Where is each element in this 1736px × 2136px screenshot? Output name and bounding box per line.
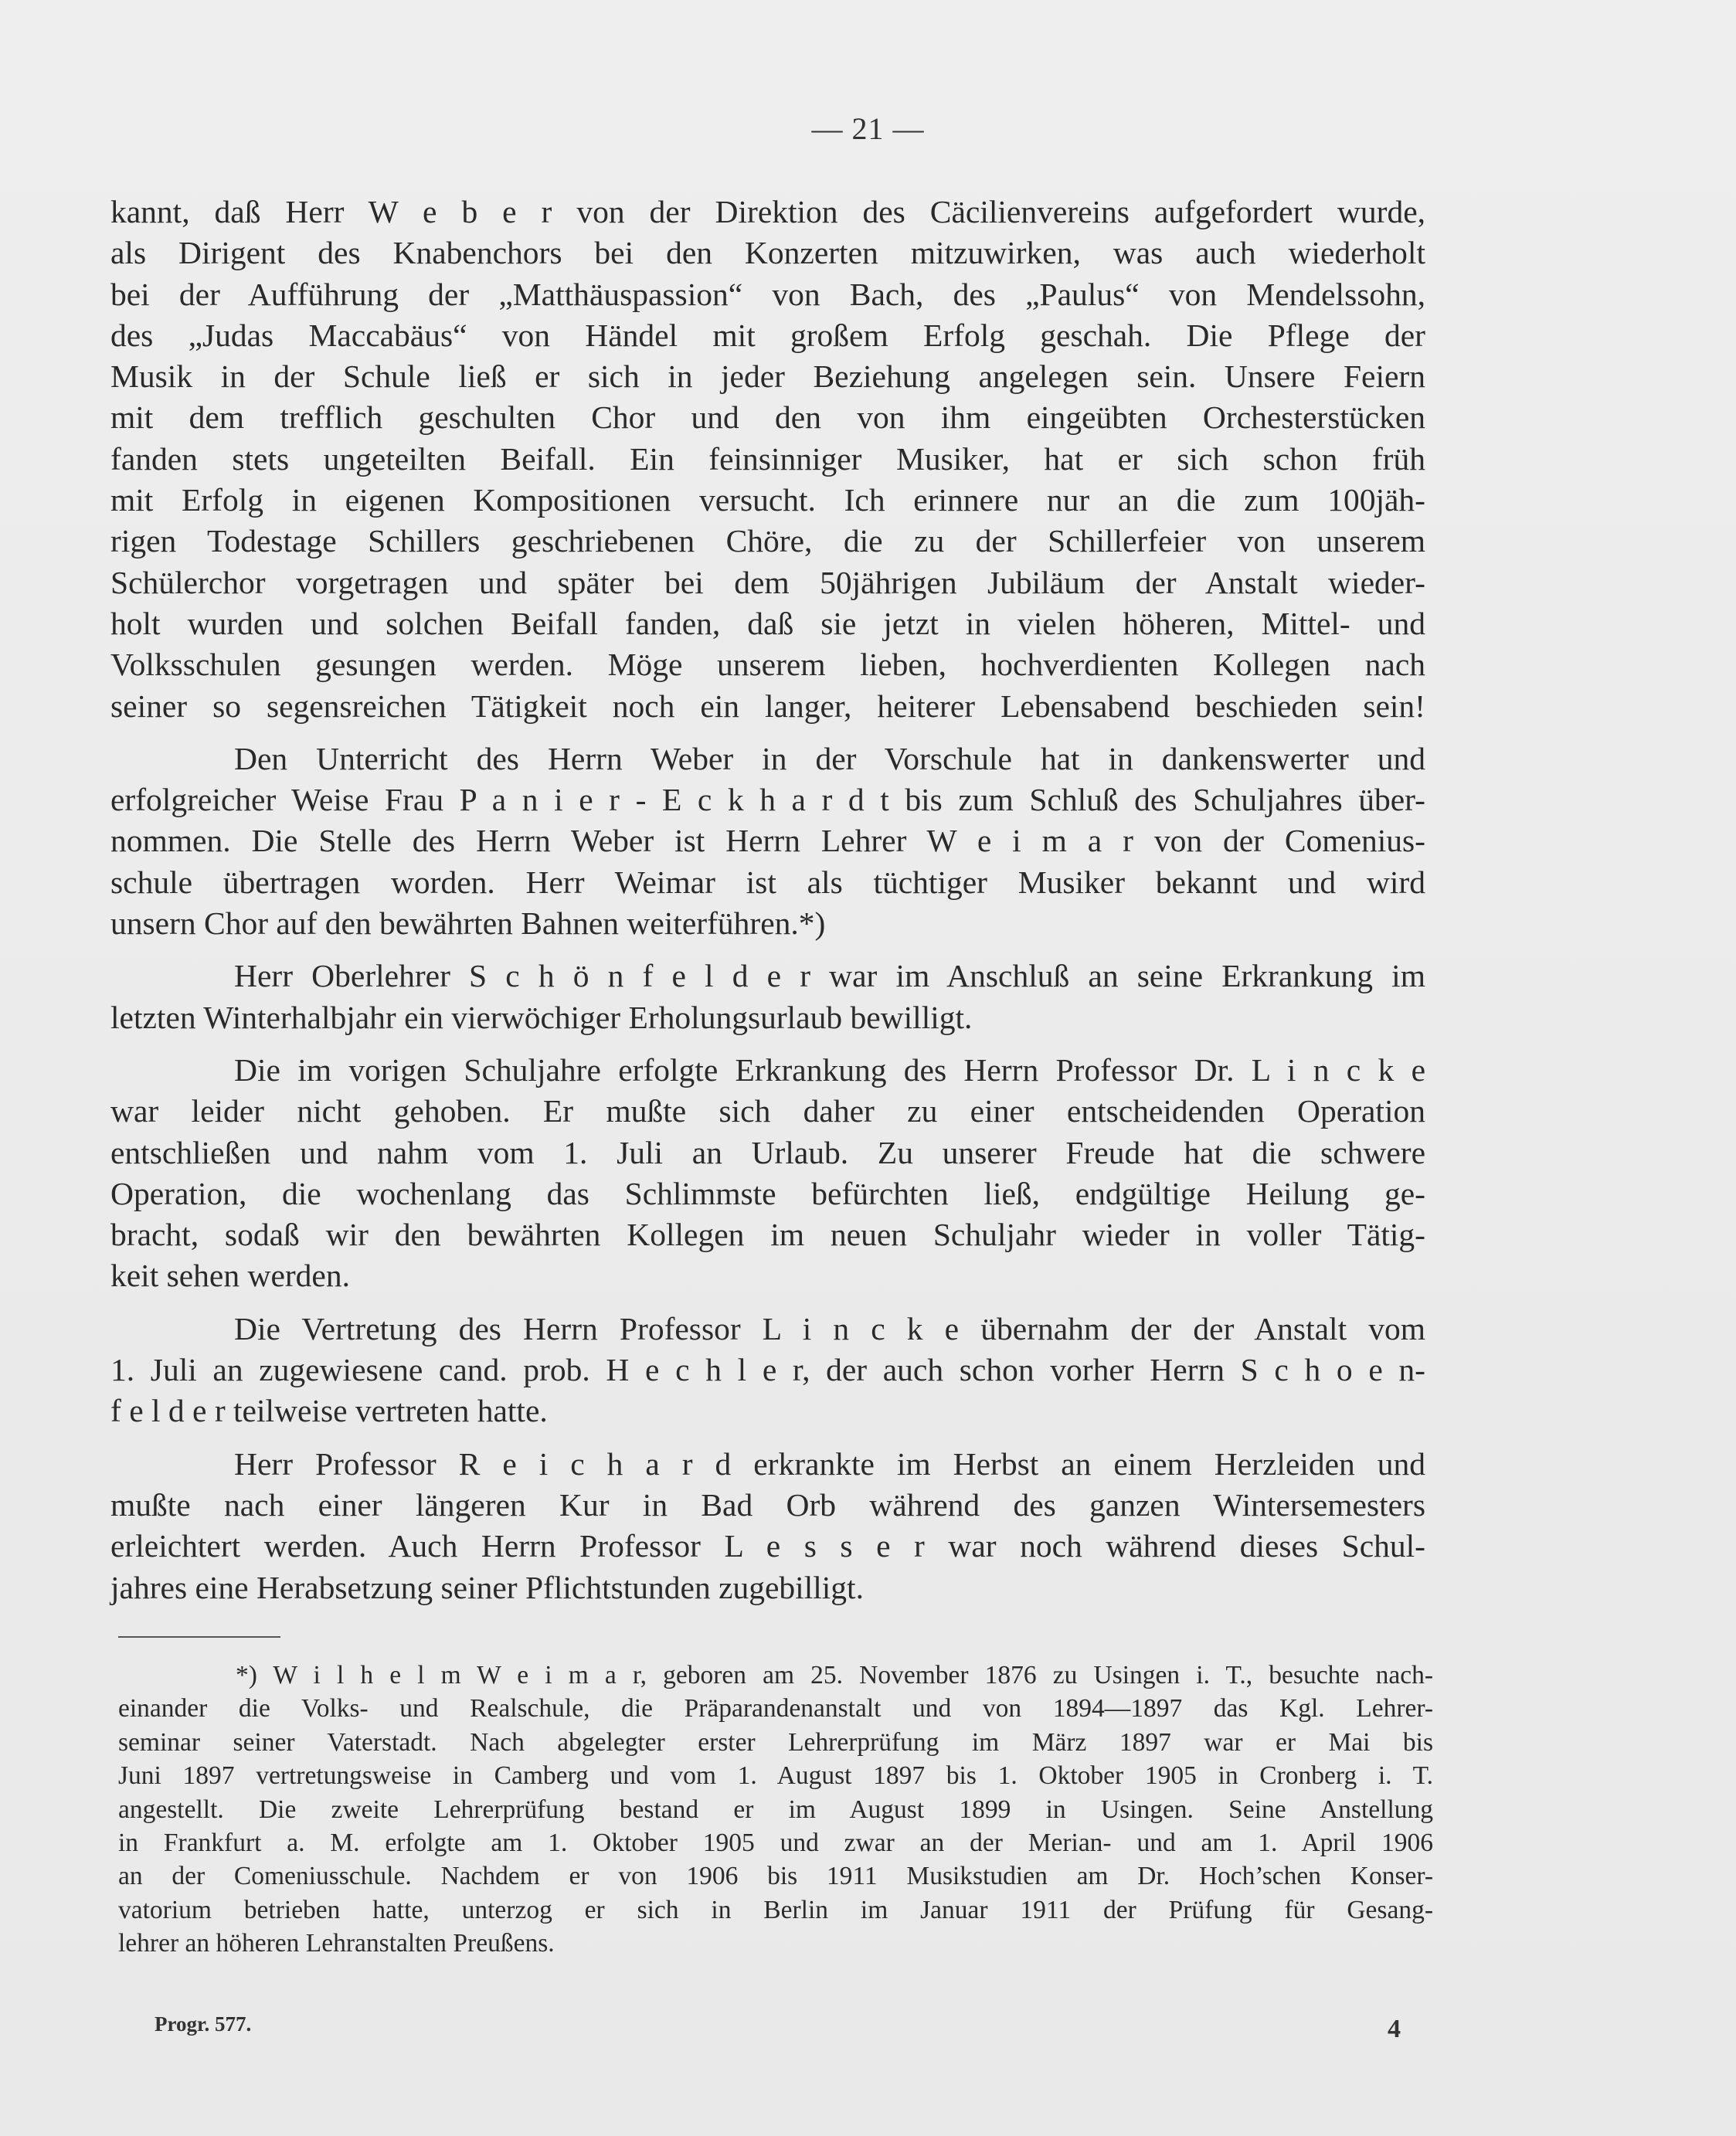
text-line: mußte nach einer längeren Kur in Bad Orb während des ganzen Wintersemesters bbox=[110, 1486, 1425, 1523]
text-line: seiner so segensreichen Tätigkeit noch ein langer, heiterer Lebensabend beschieden sein! bbox=[110, 688, 1425, 724]
text-line: Operation, die wochenlang das Schlimmste befürchten ließ, endgültige Heilung ge- bbox=[110, 1175, 1425, 1211]
text-line: entschließen und nahm vom 1. Juli an Urlaub. Zu unserer Freude hat die schwere bbox=[110, 1134, 1425, 1170]
text-line: 1. Juli an zugewiesene cand. prob. H e c h l e r, der auch schon vorher Herrn S c h o e n- bbox=[110, 1352, 1425, 1388]
footnote bbox=[118, 1659, 1433, 1961]
footnote-line: Juni 1897 vertretungsweise in Camberg und vom 1. August 1897 bis 1. Oktober 1905 in Cronberg i. T. bbox=[118, 1761, 1433, 1791]
text-line: nommen. Die Stelle des Herrn Weber ist Herrn Lehrer W e i m a r von der Comenius- bbox=[110, 823, 1425, 859]
text-line: jahres eine Herabsetzung seiner Pflichtstunden zugebilligt. bbox=[110, 1569, 864, 1605]
footnote-divider bbox=[118, 1636, 280, 1638]
text-line: Musik in der Schule ließ er sich in jeder Beziehung angelegen sein. Unsere Feiern bbox=[110, 358, 1425, 395]
text-line: mit dem trefflich geschulten Chor und den von ihm eingeübten Orchesterstücken bbox=[110, 399, 1425, 436]
footnote-line: lehrer an höheren Lehranstalten Preußens. bbox=[118, 1929, 555, 1958]
text-line: fanden stets ungeteilten Beifall. Ein feinsinniger Musiker, hat er sich schon früh bbox=[110, 440, 1425, 477]
text-line: f e l d e r teilweise vertreten hatte. bbox=[110, 1393, 548, 1429]
text-line: war leider nicht gehoben. Er mußte sich daher zu einer entscheidenden Operation bbox=[110, 1093, 1425, 1129]
text-line: Herr Oberlehrer S c h ö n f e l d e r war im Anschluß an seine Erkrankung im bbox=[234, 958, 1425, 994]
text-line: rigen Todestage Schillers geschriebenen Chöre, die zu der Schillerfeier von unserem bbox=[110, 523, 1425, 559]
footnote-line: angestellt. Die zweite Lehrerprüfung bestand er im August 1899 in Usingen. Seine Anstellung bbox=[118, 1795, 1433, 1824]
print-signature: Progr. 577. bbox=[155, 2012, 252, 2036]
footnote-line: an der Comeniusschule. Nachdem er von 1906 bis 1911 Musikstudien am Dr. Hoch’schen Konser- bbox=[118, 1862, 1433, 1891]
text-line: bei der Aufführung der „Matthäuspassion“ von Bach, des „Paulus“ von Mendelssohn, bbox=[110, 276, 1425, 312]
text-line: Die Vertretung des Herrn Professor L i n c k e übernahm der der Anstalt vom bbox=[234, 1310, 1425, 1346]
text-line: unsern Chor auf den bewährten Bahnen weiterführen.*) bbox=[110, 905, 826, 942]
text-line: als Dirigent des Knabenchors bei den Konzerten mitzuwirken, was auch wiederholt bbox=[110, 235, 1425, 271]
text-line: Schülerchor vorgetragen und später bei dem 50jährigen Jubiläum der Anstalt wieder- bbox=[110, 564, 1425, 600]
text-line: letzten Winterhalbjahr ein vierwöchiger Erholungsurlaub bewilligt. bbox=[110, 999, 973, 1035]
page-number: — 21 — bbox=[811, 111, 925, 146]
text-line: Volksschulen gesungen werden. Möge unserem lieben, hochverdienten Kollegen nach bbox=[110, 647, 1425, 683]
text-line: mit Erfolg in eigenen Kompositionen versucht. Ich erinnere nur an die zum 100jäh- bbox=[110, 482, 1425, 518]
text-line: Die im vorigen Schuljahre erfolgte Erkrankung des Herrn Professor Dr. L i n c k e bbox=[234, 1051, 1425, 1088]
text-line: erleichtert werden. Auch Herrn Professor L e s s e r war noch während dieses Schul- bbox=[110, 1528, 1425, 1564]
main-text bbox=[110, 192, 1425, 1608]
text-line: erfolgreicher Weise Frau P a n i e r - E c k h a r d t bis zum Schluß des Schuljahres über- bbox=[110, 782, 1425, 818]
footnote-line: *) W i l h e l m W e i m a r, geboren am 25. November 1876 zu Usingen i. T., besuchte nach- bbox=[236, 1661, 1433, 1689]
text-line: schule übertragen worden. Herr Weimar ist als tüchtiger Musiker bekannt und wird bbox=[110, 864, 1425, 900]
text-line: des „Judas Maccabäus“ von Händel mit großem Erfolg geschah. Die Pflege der bbox=[110, 317, 1425, 353]
text-line: bracht, sodaß wir den bewährten Kollegen im neuen Schuljahr wieder in voller Tätig- bbox=[110, 1217, 1425, 1253]
text-line: Herr Professor R e i c h a r d erkrankte im Herbst an einem Herzleiden und bbox=[234, 1445, 1425, 1482]
text-line: holt wurden und solchen Beifall fanden, daß sie jetzt in vielen höheren, Mittel- und bbox=[110, 605, 1425, 641]
footnote-line: in Frankfurt a. M. erfolgte am 1. Oktober 1905 und zwar an der Merian- und am 1. April 1906 bbox=[118, 1828, 1433, 1857]
footnote-line: seminar seiner Vaterstadt. Nach abgelegter erster Lehrerprüfung im März 1897 war er Mai bis bbox=[118, 1727, 1433, 1757]
text-line: keit sehen werden. bbox=[110, 1258, 350, 1294]
text-line: Den Unterricht des Herrn Weber in der Vorschule hat in dankenswerter und bbox=[234, 740, 1425, 776]
footnote-line: einander die Volks- und Realschule, die Präparandenanstalt und von 1894—1897 das Kgl. Lehrer- bbox=[118, 1694, 1433, 1723]
sheet-number: 4 bbox=[1388, 2015, 1401, 2043]
text-line: kannt, daß Herr W e b e r von der Direktion des Cäcilienvereins aufgefordert wurde, bbox=[110, 194, 1425, 229]
footnote-line: vatorium betrieben hatte, unterzog er sich in Berlin im Januar 1911 der Prüfung für Gesang- bbox=[118, 1895, 1433, 1924]
